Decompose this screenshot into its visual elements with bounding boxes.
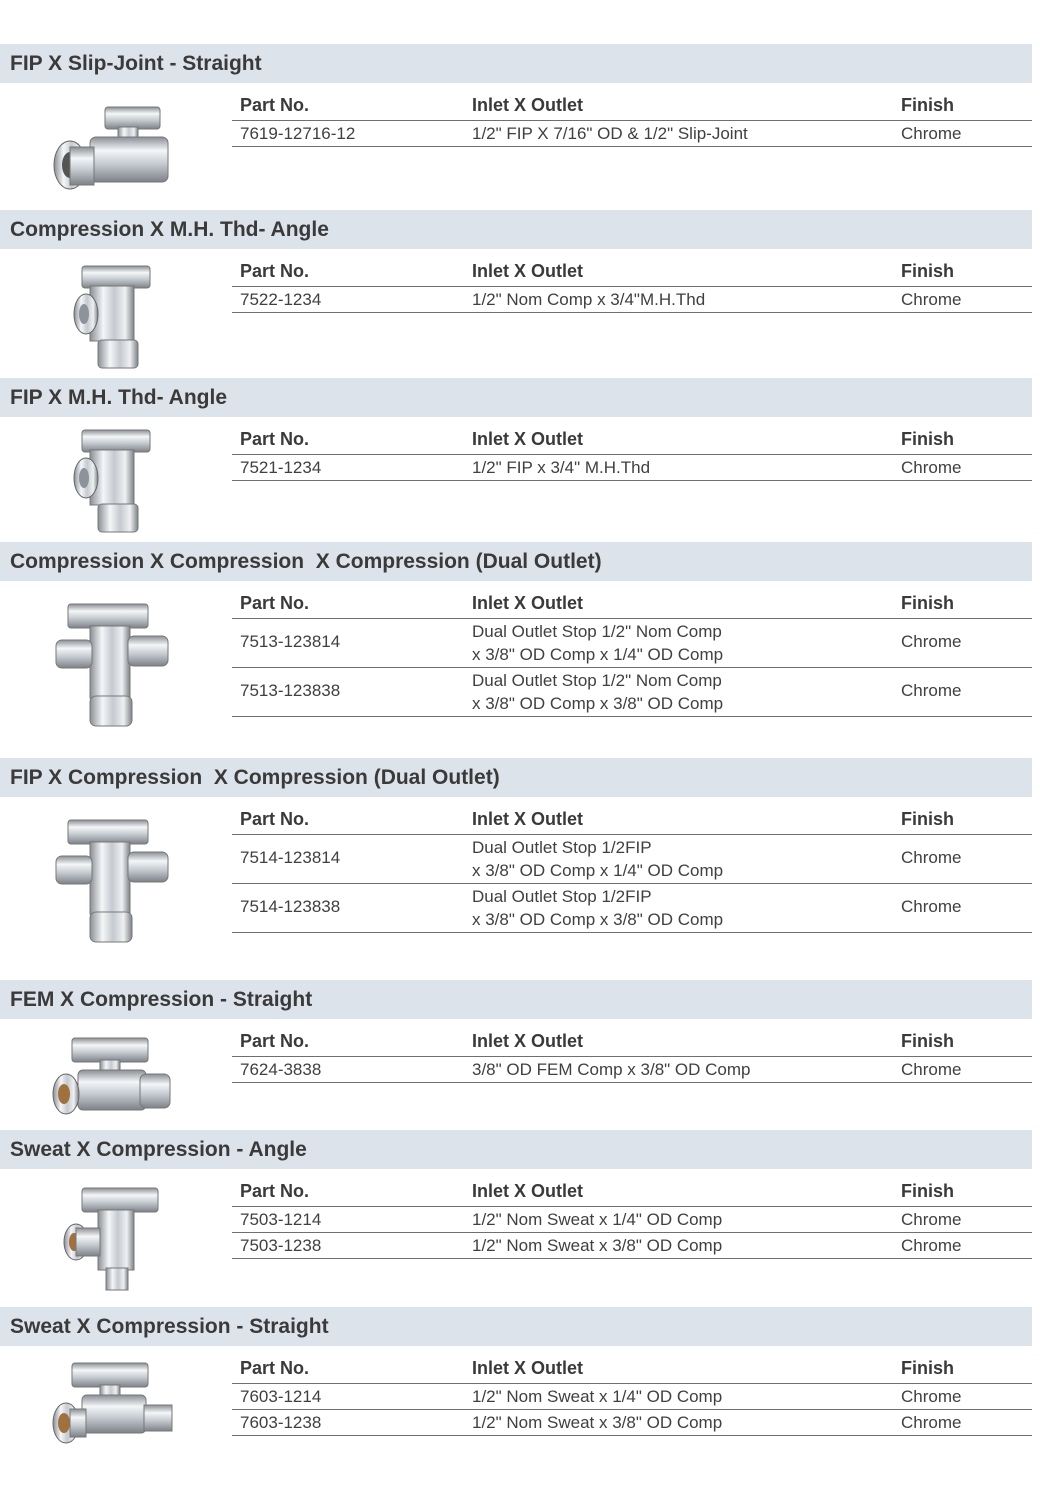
header-finish: Finish (901, 261, 954, 281)
section-title: Sweat X Compression - Straight (0, 1307, 1032, 1346)
valve-straight-image (50, 1032, 175, 1132)
section-title: Compression X Compression X Compression (Dual Outlet) (0, 542, 1032, 581)
header-finish: Finish (901, 1031, 954, 1051)
header-inlet-outlet: Inlet X Outlet (472, 1358, 584, 1378)
table-header (232, 1349, 1032, 1384)
valve-angle-image (50, 426, 175, 526)
cell-finish: Chrome (901, 1210, 962, 1229)
header-part-no: Part No. (240, 1031, 310, 1051)
cell-part-no: 7514-123838 (240, 897, 341, 916)
table-row (232, 1207, 1032, 1233)
cell-inlet-outlet: 1/2" FIP x 3/4" M.H.Thd (472, 458, 651, 477)
section-title: FIP X Slip-Joint - Straight (0, 44, 1032, 83)
cell-finish: Chrome (901, 458, 962, 477)
valve-angle-image (50, 1184, 175, 1284)
cell-part-no: 7503-1238 (240, 1236, 322, 1255)
table-row (232, 1057, 1032, 1083)
header-finish: Finish (901, 95, 954, 115)
cell-finish: Chrome (901, 290, 962, 309)
header-part-no: Part No. (240, 1358, 310, 1378)
parts-table (232, 800, 1032, 933)
cell-part-no: 7619-12716-12 (240, 124, 356, 143)
parts-table (232, 584, 1032, 717)
section-title: FIP X M.H. Thd- Angle (0, 378, 1032, 417)
cell-part-no: 7521-1234 (240, 458, 322, 477)
table-row (232, 884, 1032, 933)
header-part-no: Part No. (240, 261, 310, 281)
table-row (232, 287, 1032, 313)
cell-inlet-outlet: 1/2" Nom Sweat x 1/4" OD Comp (472, 1387, 723, 1406)
table-row (232, 668, 1032, 717)
table-header (232, 420, 1032, 455)
section-title: Compression X M.H. Thd- Angle (0, 210, 1032, 249)
cell-finish: Chrome (901, 124, 962, 143)
cell-inlet-outlet: 1/2" FIP X 7/16" OD & 1/2" Slip-Joint (472, 124, 748, 143)
section-title: FEM X Compression - Straight (0, 980, 1032, 1019)
cell-part-no: 7503-1214 (240, 1210, 322, 1229)
cell-part-no: 7513-123814 (240, 632, 341, 651)
section-title: Sweat X Compression - Angle (0, 1130, 1032, 1169)
table-header (232, 1172, 1032, 1207)
valve-angle-image (50, 262, 175, 362)
header-inlet-outlet: Inlet X Outlet (472, 1031, 584, 1051)
cell-part-no: 7522-1234 (240, 290, 322, 309)
table-row (232, 455, 1032, 481)
header-inlet-outlet: Inlet X Outlet (472, 593, 584, 613)
table-row (232, 835, 1032, 884)
parts-table (232, 86, 1032, 147)
cell-finish: Chrome (901, 681, 962, 700)
cell-inlet-outlet: 1/2" Nom Sweat x 1/4" OD Comp (472, 1210, 723, 1229)
header-part-no: Part No. (240, 429, 310, 449)
table-header (232, 1022, 1032, 1057)
header-part-no: Part No. (240, 95, 310, 115)
header-finish: Finish (901, 593, 954, 613)
section-title: FIP X Compression X Compression (Dual Outlet) (0, 758, 1032, 797)
parts-table (232, 252, 1032, 313)
cell-finish: Chrome (901, 1387, 962, 1406)
cell-finish: Chrome (901, 1060, 962, 1079)
valve-dual-outlet-image (50, 816, 175, 916)
cell-part-no: 7514-123814 (240, 848, 341, 867)
cell-inlet-outlet: 1/2" Nom Sweat x 3/8" OD Comp (472, 1236, 723, 1255)
cell-finish: Chrome (901, 632, 962, 651)
table-header (232, 86, 1032, 121)
table-row (232, 619, 1032, 668)
cell-inlet-outlet: Dual Outlet Stop 1/2" Nom Comp x 3/8" OD Comp x 3/8" OD Comp (472, 671, 724, 713)
cell-part-no: 7603-1238 (240, 1413, 322, 1432)
valve-straight-image (50, 1359, 175, 1459)
cell-finish: Chrome (901, 1413, 962, 1432)
parts-table (232, 1022, 1032, 1083)
cell-part-no: 7513-123838 (240, 681, 341, 700)
valve-dual-outlet-image (50, 600, 175, 700)
header-part-no: Part No. (240, 1181, 310, 1201)
table-header (232, 584, 1032, 619)
cell-finish: Chrome (901, 848, 962, 867)
cell-finish: Chrome (901, 897, 962, 916)
cell-part-no: 7624-3838 (240, 1060, 322, 1079)
header-finish: Finish (901, 1181, 954, 1201)
parts-table (232, 420, 1032, 481)
parts-table (232, 1172, 1032, 1259)
cell-inlet-outlet: Dual Outlet Stop 1/2FIP x 3/8" OD Comp x 3/8" OD Comp (472, 887, 724, 929)
header-part-no: Part No. (240, 809, 310, 829)
header-inlet-outlet: Inlet X Outlet (472, 261, 584, 281)
header-finish: Finish (901, 429, 954, 449)
table-row (232, 1233, 1032, 1259)
table-row (232, 121, 1032, 147)
table-header (232, 800, 1032, 835)
cell-inlet-outlet: 1/2" Nom Comp x 3/4"M.H.Thd (472, 290, 706, 309)
cell-inlet-outlet: Dual Outlet Stop 1/2FIP x 3/8" OD Comp x 1/4" OD Comp (472, 838, 724, 880)
header-finish: Finish (901, 809, 954, 829)
header-inlet-outlet: Inlet X Outlet (472, 1181, 584, 1201)
table-row (232, 1384, 1032, 1410)
valve-straight-image (50, 99, 175, 199)
cell-finish: Chrome (901, 1236, 962, 1255)
cell-inlet-outlet: Dual Outlet Stop 1/2" Nom Comp x 3/8" OD Comp x 1/4" OD Comp (472, 622, 724, 664)
header-part-no: Part No. (240, 593, 310, 613)
header-finish: Finish (901, 1358, 954, 1378)
header-inlet-outlet: Inlet X Outlet (472, 809, 584, 829)
table-header (232, 252, 1032, 287)
cell-inlet-outlet: 3/8" OD FEM Comp x 3/8" OD Comp (472, 1060, 751, 1079)
cell-part-no: 7603-1214 (240, 1387, 322, 1406)
header-inlet-outlet: Inlet X Outlet (472, 95, 584, 115)
header-inlet-outlet: Inlet X Outlet (472, 429, 584, 449)
table-row (232, 1410, 1032, 1436)
parts-table (232, 1349, 1032, 1436)
cell-inlet-outlet: 1/2" Nom Sweat x 3/8" OD Comp (472, 1413, 723, 1432)
